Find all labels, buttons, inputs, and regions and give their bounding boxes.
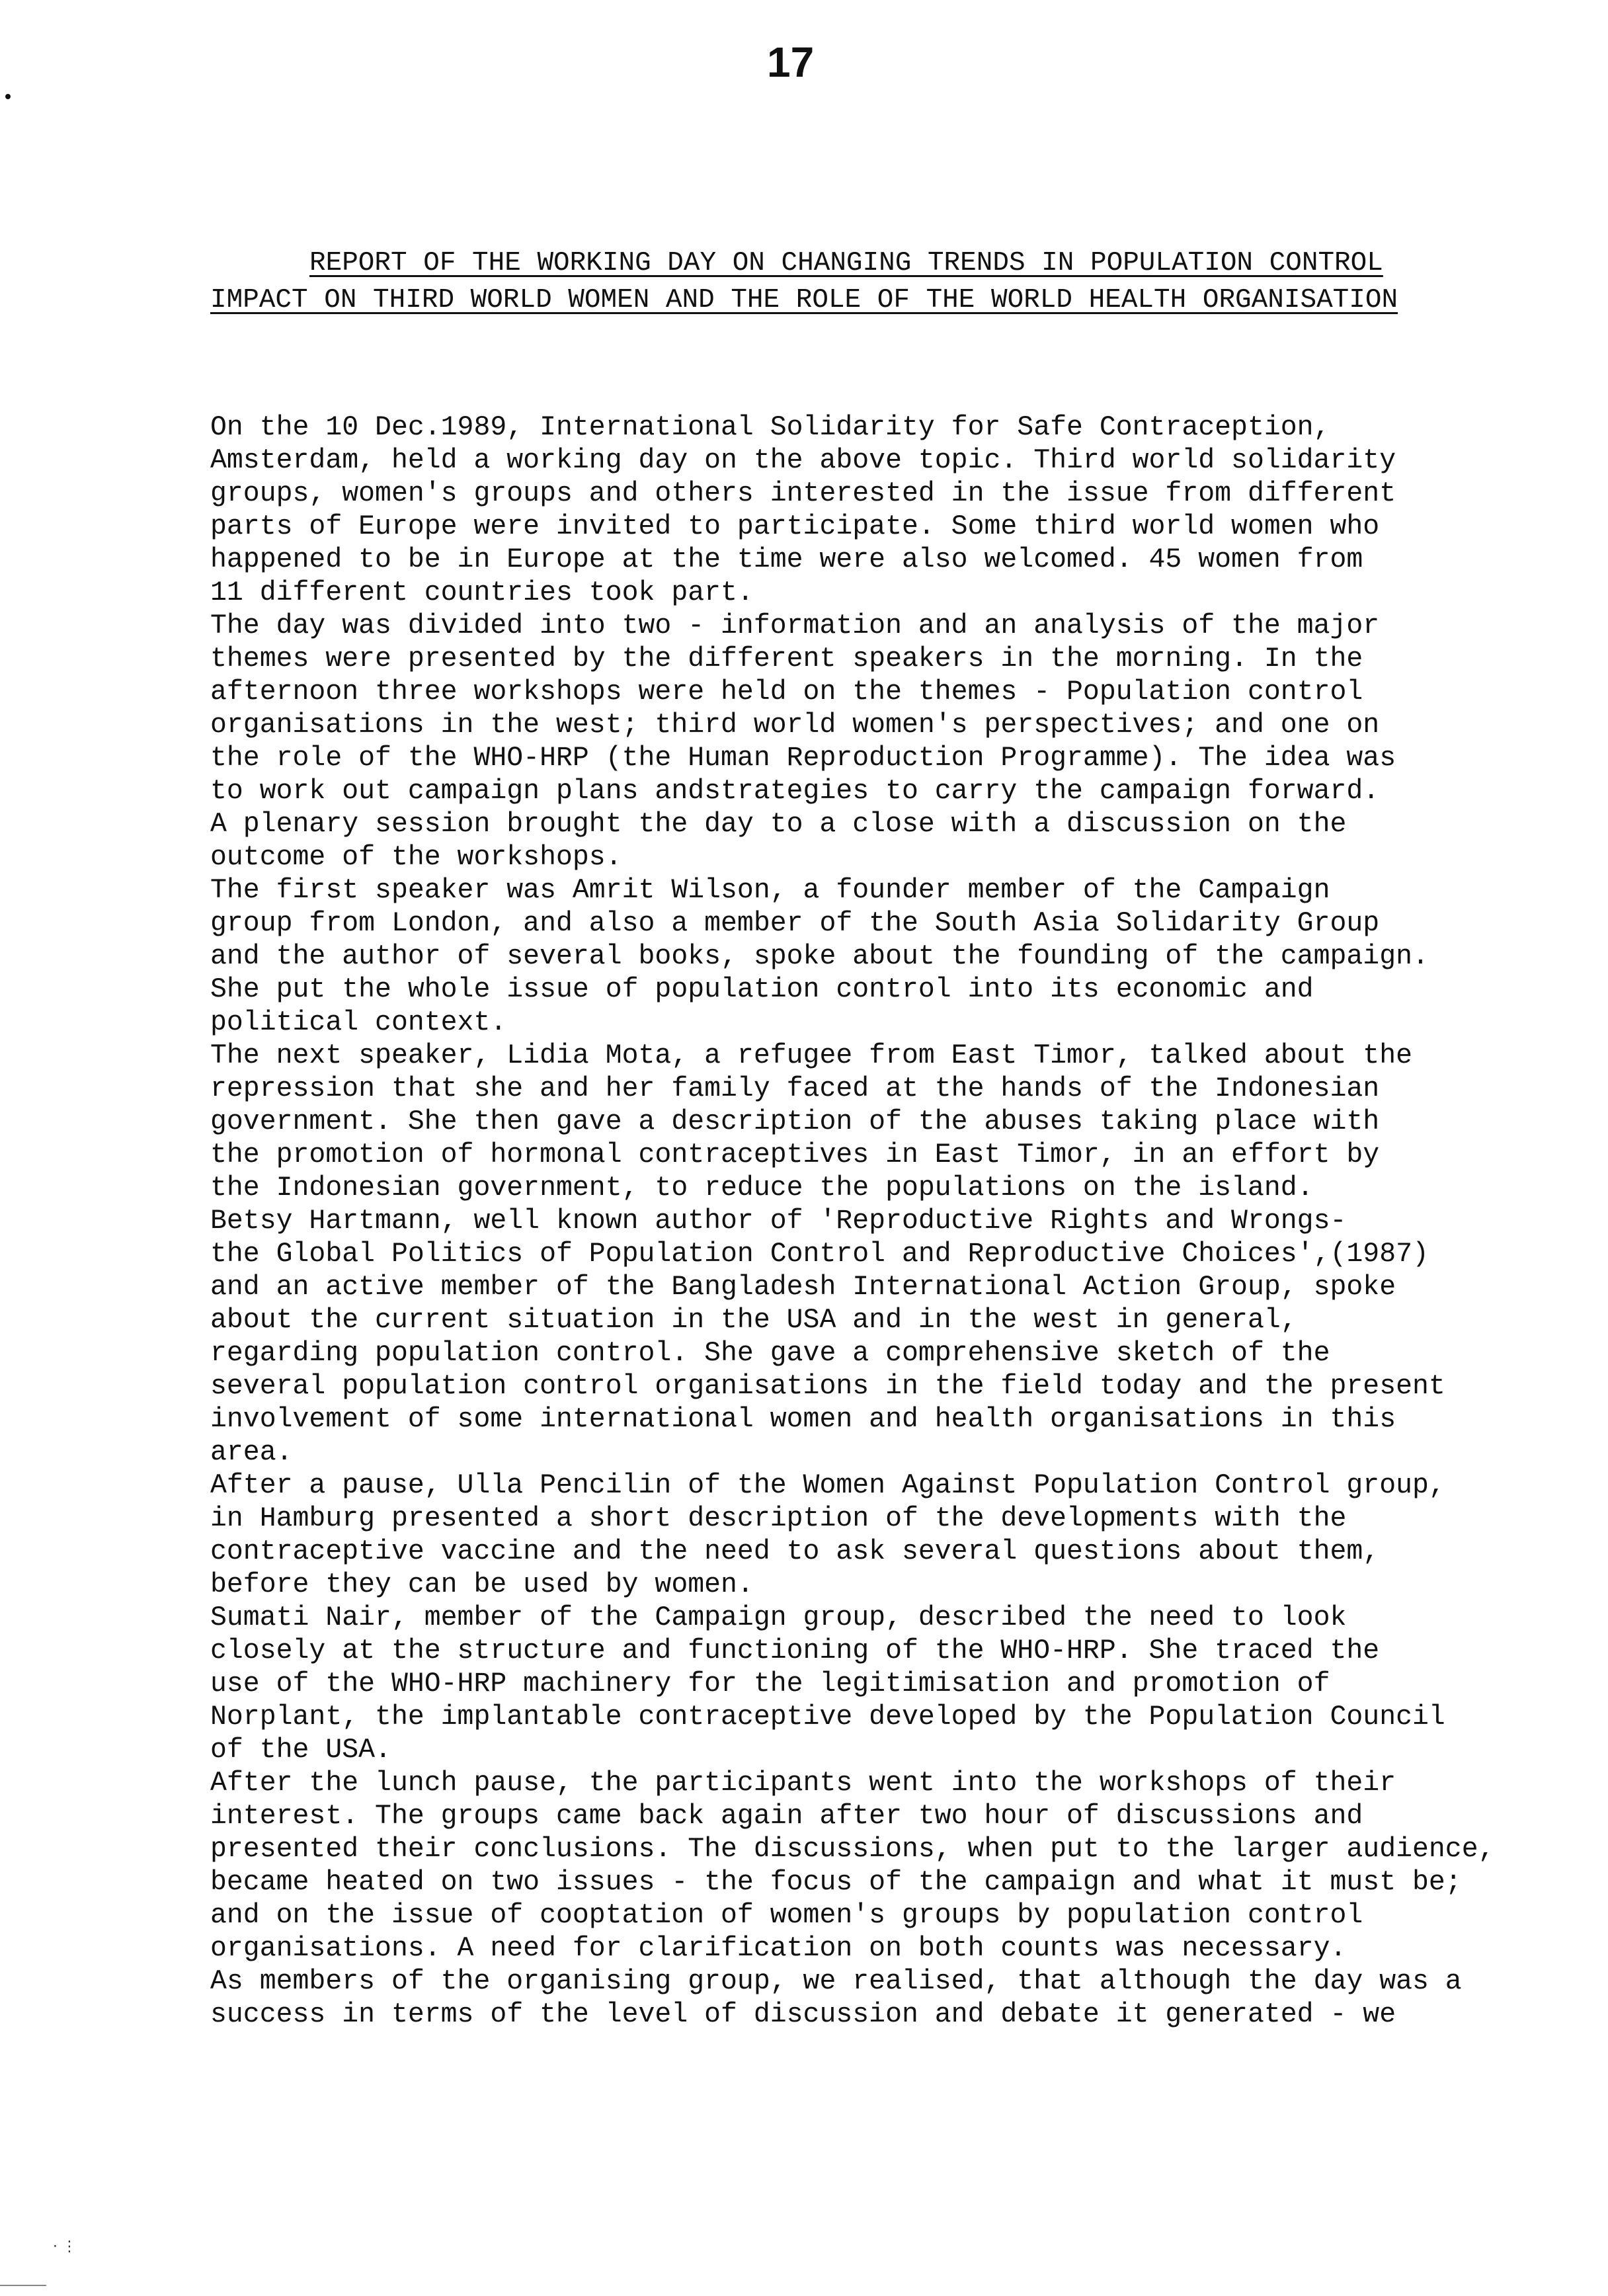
title-line-1: REPORT OF THE WORKING DAY ON CHANGING TRENDS IN POPULATION CONTROL	[309, 248, 1383, 278]
body-line: the role of the WHO-HRP (the Human Reproduction Programme). The idea was	[210, 743, 1396, 774]
body-line: themes were presented by the different speakers in the morning. In the	[210, 643, 1363, 675]
body-line: She put the whole issue of population control into its economic and	[210, 974, 1314, 1005]
body-line: interest. The groups came back again after two hour of discussions and	[210, 1801, 1363, 1832]
body-line: After a pause, Ulla Pencilin of the Women Against Population Control group,	[210, 1470, 1445, 1501]
body-line: of the USA.	[210, 1735, 391, 1766]
body-line: happened to be in Europe at the time were also welcomed. 45 women from	[210, 544, 1363, 575]
body-line: several population control organisations in the field today and the present	[210, 1371, 1445, 1402]
body-line: involvement of some international women and health organisations in this	[210, 1404, 1396, 1435]
body-line: 11 different countries took part.	[210, 577, 754, 608]
body-line: government. She then gave a description of the abuses taking place with	[210, 1106, 1380, 1137]
body-line: Betsy Hartmann, well known author of 'Reproductive Rights and Wrongs-	[210, 1206, 1347, 1237]
body-line: Norplant, the implantable contraceptive developed by the Population Council	[210, 1702, 1445, 1733]
body-line: the Indonesian government, to reduce the populations on the island.	[210, 1172, 1314, 1204]
body-line: became heated on two issues - the focus of the campaign and what it must be;	[210, 1867, 1462, 1898]
body-line: success in terms of the level of discussion and debate it generated - we	[210, 1999, 1396, 2030]
bottom-edge-rule	[0, 2285, 46, 2286]
body-line: A plenary session brought the day to a close with a discussion on the	[210, 809, 1347, 840]
body-line: and an active member of the Bangladesh International Action Group, spoke	[210, 1272, 1396, 1303]
body-line: regarding population control. She gave a comprehensive sketch of the	[210, 1338, 1330, 1369]
body-line: The first speaker was Amrit Wilson, a founder member of the Campaign	[210, 875, 1330, 906]
body-line: Sumati Nair, member of the Campaign group, described the need to look	[210, 1602, 1347, 1633]
body-line: before they can be used by women.	[210, 1569, 754, 1600]
body-line: the promotion of hormonal contraceptives in East Timor, in an effort by	[210, 1139, 1380, 1170]
report-body	[210, 411, 1493, 2031]
body-line: As members of the organising group, we realised, that although the day was a	[210, 1966, 1462, 1997]
body-line: presented their conclusions. The discussions, when put to the larger audience,	[210, 1834, 1495, 1865]
body-line: group from London, and also a member of the South Asia Solidarity Group	[210, 908, 1380, 939]
body-line: outcome of the workshops.	[210, 842, 622, 873]
body-line: political context.	[210, 1007, 507, 1038]
report-title	[210, 245, 1440, 319]
bottom-margin-mark: ⋅ ⋮	[53, 2238, 77, 2255]
body-line: The next speaker, Lidia Mota, a refugee from East Timor, talked about the	[210, 1040, 1412, 1071]
body-line: use of the WHO-HRP machinery for the legitimisation and promotion of	[210, 1668, 1330, 1700]
body-line: contraceptive vaccine and the need to ask several questions about them,	[210, 1536, 1380, 1567]
body-line: to work out campaign plans andstrategies to carry the campaign forward.	[210, 776, 1380, 807]
title-line-2: IMPACT ON THIRD WORLD WOMEN AND THE ROLE OF THE WORLD HEALTH ORGANISATION	[210, 285, 1398, 315]
body-line: After the lunch pause, the participants went into the workshops of their	[210, 1768, 1396, 1799]
body-line: in Hamburg presented a short description of the developments with the	[210, 1503, 1347, 1534]
body-line: repression that she and her family faced at the hands of the Indonesian	[210, 1073, 1380, 1104]
body-line: organisations in the west; third world women's perspectives; and one on	[210, 710, 1380, 741]
body-line: afternoon three workshops were held on the themes - Population control	[210, 676, 1363, 708]
body-line: On the 10 Dec.1989, International Solidarity for Safe Contraception,	[210, 412, 1330, 443]
body-line: and on the issue of cooptation of women's groups by population control	[210, 1900, 1363, 1931]
body-line: organisations. A need for clarification on both counts was necessary.	[210, 1933, 1347, 1964]
body-line: Amsterdam, held a working day on the above topic. Third world solidarity	[210, 445, 1396, 476]
page-number: 17	[767, 38, 815, 86]
margin-dot-mark	[5, 94, 11, 99]
body-line: groups, women's groups and others interested in the issue from different	[210, 478, 1396, 509]
body-line: The day was divided into two - information and an analysis of the major	[210, 610, 1380, 641]
body-line: parts of Europe were invited to participate. Some third world women who	[210, 511, 1380, 542]
body-line: area.	[210, 1437, 293, 1468]
body-line: about the current situation in the USA and in the west in general,	[210, 1305, 1297, 1336]
body-line: the Global Politics of Population Control and Reproductive Choices',(1987)	[210, 1239, 1429, 1270]
body-line: closely at the structure and functioning of the WHO-HRP. She traced the	[210, 1635, 1380, 1666]
body-line: and the author of several books, spoke about the founding of the campaign.	[210, 941, 1429, 972]
